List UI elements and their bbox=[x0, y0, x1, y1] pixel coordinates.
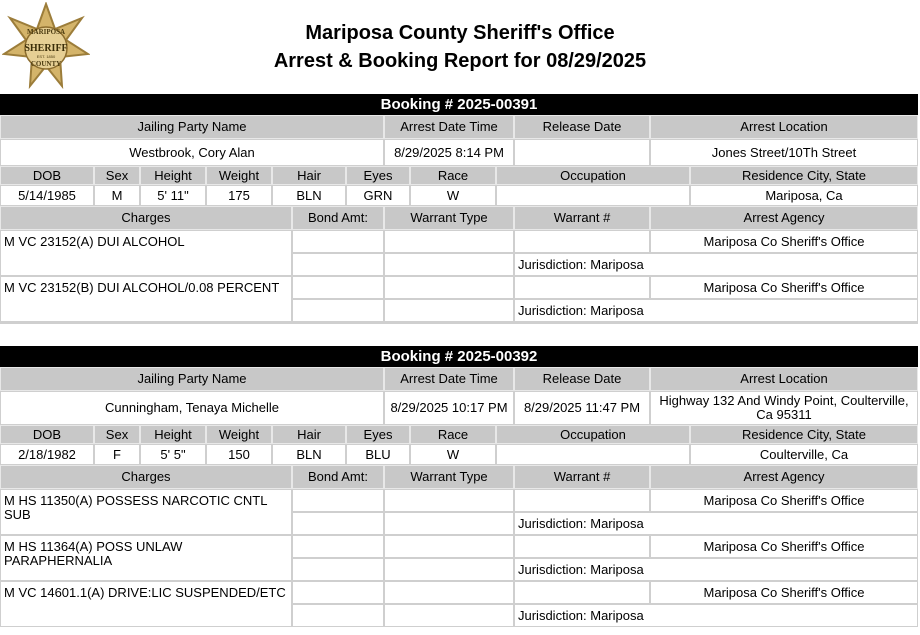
label-warrant-type: Warrant Type bbox=[384, 465, 514, 489]
label-dob: DOB bbox=[0, 425, 94, 444]
value-arrest-date-time: 8/29/2025 8:14 PM bbox=[384, 139, 514, 166]
charge-warrant-type bbox=[384, 276, 514, 299]
label-eyes: Eyes bbox=[346, 166, 410, 185]
label-weight: Weight bbox=[206, 166, 272, 185]
charge-warrant-number bbox=[514, 581, 650, 604]
value-arrest-date-time: 8/29/2025 10:17 PM bbox=[384, 391, 514, 425]
charge-warrant-type-row2 bbox=[384, 512, 514, 535]
badge-est-text: EST. 1850 bbox=[36, 54, 56, 59]
value-dob: 2/18/1982 bbox=[0, 444, 94, 465]
label-bond-amt: Bond Amt: bbox=[292, 206, 384, 230]
value-release-date bbox=[514, 139, 650, 166]
charge-warrant-number bbox=[514, 230, 650, 253]
value-occupation bbox=[496, 185, 690, 206]
label-race: Race bbox=[410, 425, 496, 444]
label-release-date: Release Date bbox=[514, 367, 650, 391]
value-height: 5' 11" bbox=[140, 185, 206, 206]
label-arrest-agency: Arrest Agency bbox=[650, 206, 918, 230]
badge-top-text: MARIPOSA bbox=[26, 28, 66, 36]
badge-bottom-text: COUNTY bbox=[30, 60, 62, 68]
charge-description: M VC 23152(A) DUI ALCOHOL bbox=[0, 230, 292, 276]
label-height: Height bbox=[140, 425, 206, 444]
value-residence: Coulterville, Ca bbox=[690, 444, 918, 465]
report-date-title: Arrest & Booking Report for 08/29/2025 bbox=[273, 50, 647, 72]
charge-warrant-type-row2 bbox=[384, 558, 514, 581]
value-height: 5' 5" bbox=[140, 444, 206, 465]
charge-description: M HS 11350(A) POSSESS NARCOTIC CNTL SUB bbox=[0, 489, 292, 535]
charge-arrest-agency: Mariposa Co Sheriff's Office bbox=[650, 489, 918, 512]
value-eyes: GRN bbox=[346, 185, 410, 206]
label-sex: Sex bbox=[94, 166, 140, 185]
charge-bond-amount-row2 bbox=[292, 604, 384, 627]
charge-bond-amount-row2 bbox=[292, 253, 384, 276]
label-occupation: Occupation bbox=[496, 425, 690, 444]
value-name: Cunningham, Tenaya Michelle bbox=[0, 391, 384, 425]
label-charges: Charges bbox=[0, 465, 292, 489]
value-race: W bbox=[410, 185, 496, 206]
label-eyes: Eyes bbox=[346, 425, 410, 444]
label-arrest-location: Arrest Location bbox=[650, 367, 918, 391]
charge-bond-amount bbox=[292, 489, 384, 512]
value-release-date: 8/29/2025 11:47 PM bbox=[514, 391, 650, 425]
label-arrest-date-time: Arrest Date Time bbox=[384, 115, 514, 139]
charge-description: M HS 11364(A) POSS UNLAW PARAPHERNALIA bbox=[0, 535, 292, 581]
value-hair: BLN bbox=[272, 444, 346, 465]
label-arrest-location: Arrest Location bbox=[650, 115, 918, 139]
charge-warrant-number bbox=[514, 535, 650, 558]
charge-bond-amount bbox=[292, 230, 384, 253]
booking-number-header: Booking # 2025-00391 bbox=[0, 94, 918, 115]
charge-jurisdiction: Jurisdiction: Mariposa bbox=[514, 299, 918, 322]
charge-bond-amount-row2 bbox=[292, 512, 384, 535]
charge-bond-amount-row2 bbox=[292, 299, 384, 322]
label-warrant-number: Warrant # bbox=[514, 465, 650, 489]
label-dob: DOB bbox=[0, 166, 94, 185]
charge-warrant-type bbox=[384, 581, 514, 604]
value-weight: 150 bbox=[206, 444, 272, 465]
charge-jurisdiction: Jurisdiction: Mariposa bbox=[514, 512, 918, 535]
label-charges: Charges bbox=[0, 206, 292, 230]
booking-number-header: Booking # 2025-00392 bbox=[0, 346, 918, 367]
charge-description: M VC 23152(B) DUI ALCOHOL/0.08 PERCENT bbox=[0, 276, 292, 322]
value-weight: 175 bbox=[206, 185, 272, 206]
charge-warrant-type-row2 bbox=[384, 299, 514, 322]
report-agency-title: Mariposa County Sheriff's Office bbox=[305, 22, 615, 44]
label-warrant-type: Warrant Type bbox=[384, 206, 514, 230]
charge-description: M VC 14601.1(A) DRIVE:LIC SUSPENDED/ETC bbox=[0, 581, 292, 627]
charge-arrest-agency: Mariposa Co Sheriff's Office bbox=[650, 581, 918, 604]
label-hair: Hair bbox=[272, 166, 346, 185]
label-arrest-date-time: Arrest Date Time bbox=[384, 367, 514, 391]
charge-arrest-agency: Mariposa Co Sheriff's Office bbox=[650, 230, 918, 253]
label-hair: Hair bbox=[272, 425, 346, 444]
label-race: Race bbox=[410, 166, 496, 185]
charge-jurisdiction: Jurisdiction: Mariposa bbox=[514, 558, 918, 581]
value-arrest-location: Highway 132 And Windy Point, Coulterville, Ca 95311 bbox=[650, 391, 918, 425]
label-residence: Residence City, State bbox=[690, 166, 918, 185]
label-sex: Sex bbox=[94, 425, 140, 444]
label-release-date: Release Date bbox=[514, 115, 650, 139]
value-sex: F bbox=[94, 444, 140, 465]
booking-bottom-border bbox=[0, 322, 918, 324]
value-occupation bbox=[496, 444, 690, 465]
label-jailing-party-name: Jailing Party Name bbox=[0, 367, 384, 391]
value-dob: 5/14/1985 bbox=[0, 185, 94, 206]
sheriff-badge-logo bbox=[2, 2, 90, 90]
badge-mid-text: SHERIFF bbox=[24, 43, 68, 54]
charge-arrest-agency: Mariposa Co Sheriff's Office bbox=[650, 535, 918, 558]
charge-bond-amount bbox=[292, 581, 384, 604]
charge-warrant-number bbox=[514, 489, 650, 512]
label-arrest-agency: Arrest Agency bbox=[650, 465, 918, 489]
charge-warrant-type bbox=[384, 230, 514, 253]
charge-bond-amount bbox=[292, 276, 384, 299]
label-residence: Residence City, State bbox=[690, 425, 918, 444]
value-name: Westbrook, Cory Alan bbox=[0, 139, 384, 166]
charge-bond-amount-row2 bbox=[292, 558, 384, 581]
value-residence: Mariposa, Ca bbox=[690, 185, 918, 206]
label-occupation: Occupation bbox=[496, 166, 690, 185]
label-bond-amt: Bond Amt: bbox=[292, 465, 384, 489]
value-hair: BLN bbox=[272, 185, 346, 206]
charge-arrest-agency: Mariposa Co Sheriff's Office bbox=[650, 276, 918, 299]
value-arrest-location: Jones Street/10Th Street bbox=[650, 139, 918, 166]
charge-bond-amount bbox=[292, 535, 384, 558]
value-race: W bbox=[410, 444, 496, 465]
charge-warrant-type bbox=[384, 535, 514, 558]
charge-jurisdiction: Jurisdiction: Mariposa bbox=[514, 253, 918, 276]
charge-warrant-type bbox=[384, 489, 514, 512]
label-jailing-party-name: Jailing Party Name bbox=[0, 115, 384, 139]
charge-jurisdiction: Jurisdiction: Mariposa bbox=[514, 604, 918, 627]
value-eyes: BLU bbox=[346, 444, 410, 465]
value-sex: M bbox=[94, 185, 140, 206]
charge-warrant-number bbox=[514, 276, 650, 299]
charge-warrant-type-row2 bbox=[384, 604, 514, 627]
label-height: Height bbox=[140, 166, 206, 185]
label-warrant-number: Warrant # bbox=[514, 206, 650, 230]
label-weight: Weight bbox=[206, 425, 272, 444]
charge-warrant-type-row2 bbox=[384, 253, 514, 276]
